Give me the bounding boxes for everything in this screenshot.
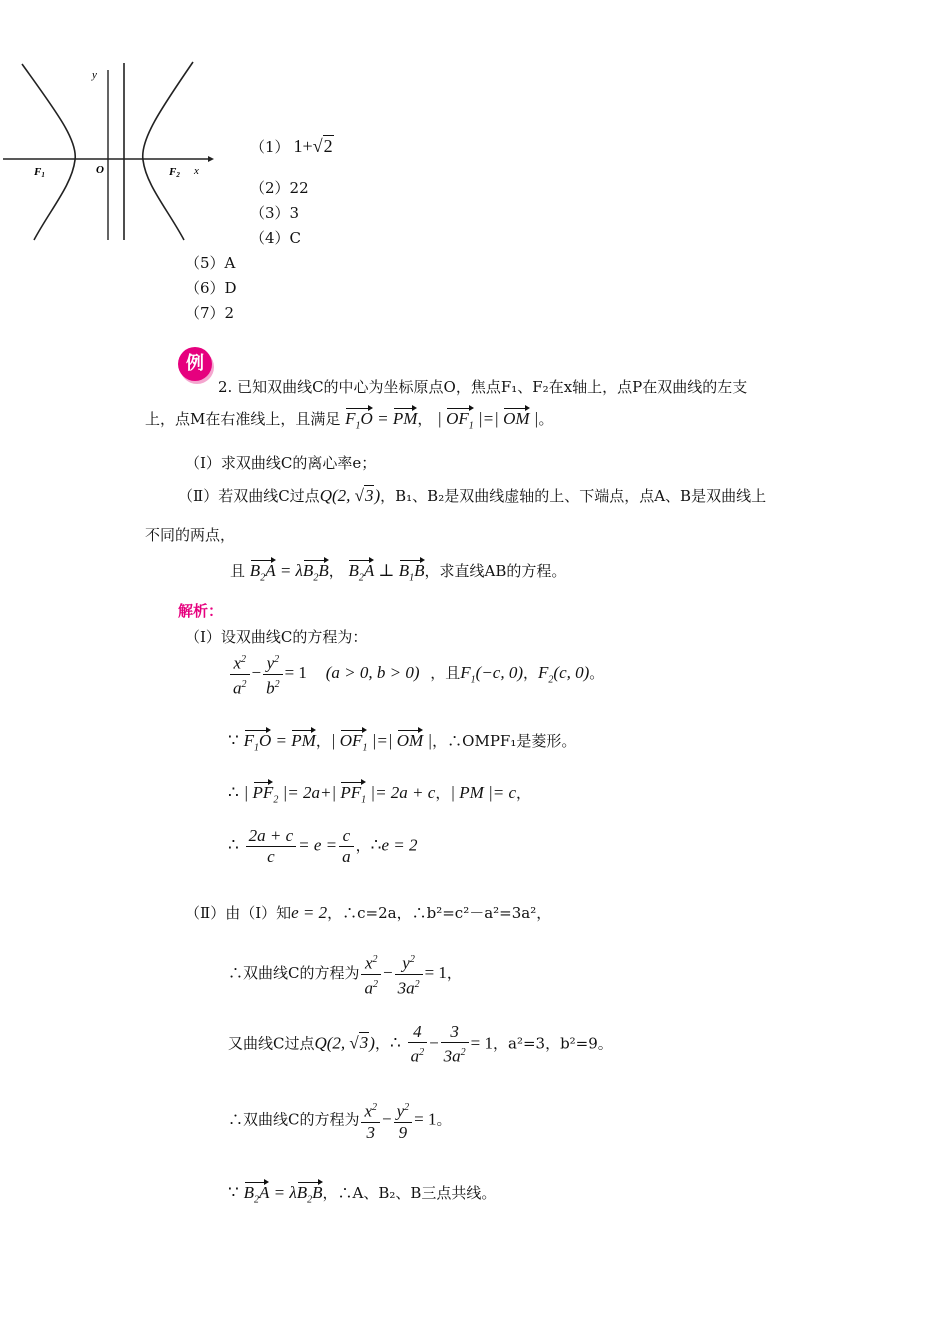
x-axis-arrow-icon (208, 156, 214, 162)
answer-value: 2 (224, 304, 235, 322)
example-part2-cont: 不同的两点， (145, 526, 236, 544)
solution-s4: ∴ $\frac{2a + c}{c}$ = e = $\frac{c}{a}$ ，∴e = 2 (228, 826, 418, 866)
origin-label: O (96, 164, 104, 176)
text: ，B₁、B₂是双曲线虚轴的上、下端点，点A、B是双曲线上 (380, 487, 767, 505)
answer-5 (185, 252, 235, 273)
solution-s5: （Ⅱ）由（Ⅰ）知e = 2，∴c=2a，∴b²=c²－a²=3a²， (185, 903, 552, 922)
answer-num: （5） (185, 254, 225, 272)
text: ，且 (430, 664, 461, 683)
text: （Ⅱ）由（Ⅰ）知 (185, 904, 292, 922)
answer-value: A (224, 254, 236, 272)
text: ，∴A、B₂、B三点共线。 (322, 1184, 497, 1202)
answer-value: C (289, 229, 302, 247)
right-branch-curve (143, 62, 193, 240)
solution-label: 解析： (178, 602, 224, 620)
solution-s1-eq: $\frac{x^2}{a^2}$ − $\frac{y^2}{b^2}$ = 1 (a > 0, b > 0) ，且$F_1(-c$, 0)，$F_2(c$, 0)。 (228, 650, 604, 698)
answer-num: （4） (250, 229, 290, 247)
answer-2 (250, 177, 309, 198)
focus-f1-label: F1 (34, 166, 45, 179)
solution-s7: 又曲线C过点Q(2, √3)，∴ $\frac{4}{a^2}$ − $\frac{3}{3a^2}$ = 1，a²=3，b²=9。 (228, 1022, 613, 1066)
text: ，∴OMPF₁是菱形。 (432, 732, 577, 750)
text: ，∴c=2a，∴b²=c²－a²=3a²， (327, 904, 552, 922)
left-branch-curve (22, 64, 75, 240)
answer-value: 1+√2 (293, 136, 333, 156)
text: ∴双曲线C的方程为 (228, 1110, 360, 1129)
example-badge-icon: 例 (178, 347, 212, 381)
hyperbola-figure (0, 60, 215, 245)
answer-6 (185, 277, 237, 298)
answer-3 (250, 202, 299, 223)
answer-1 (250, 136, 334, 157)
solution-s6: ∴双曲线C的方程为 $\frac{x^2}{a^2}$ − $\frac{y^2}{3a^2}$ = 1， (228, 950, 462, 998)
answer-4 (250, 227, 301, 248)
answer-num: （6） (185, 279, 225, 297)
solution-s9: ∵ $B_2A = \lambda B_2B$，∴A、B₂、B三点共线。 (228, 1180, 496, 1205)
example-line1: 2. 已知双曲线C的中心为坐标原点O，焦点F₁、F₂在x轴上，点P在双曲线的左支 (218, 378, 748, 396)
solution-s1: （Ⅰ）设双曲线C的方程为： (185, 628, 368, 646)
text: （Ⅱ）若双曲线C过点 (178, 487, 320, 505)
text: ，a²=3，b²=9。 (493, 1034, 613, 1053)
eq-condition: (a > 0, b > 0) (325, 663, 420, 683)
answer-num: （7） (185, 304, 225, 322)
text: 上，点M在右准线上，且满足 (145, 410, 341, 428)
example-condition: 且 $B_2A = \lambda B_2B$， $B_2A$ ⊥ $B_1B$，求直线AB的方程。 (230, 558, 566, 583)
example-part1: （Ⅰ）求双曲线C的离心率e； (185, 454, 377, 472)
y-axis-label: y (92, 69, 97, 81)
text: ，求直线AB的方程。 (424, 562, 567, 580)
text: 。 (538, 410, 554, 428)
text: 且 (230, 562, 246, 580)
answer-value: 3 (289, 204, 300, 222)
text: 又曲线C过点 (228, 1034, 315, 1053)
answer-value: 22 (289, 179, 309, 197)
solution-s8: ∴双曲线C的方程为 $\frac{x^2}{3}$ − $\frac{y^2}{9}$ = 1。 (228, 1098, 452, 1143)
text: ∴双曲线C的方程为 (228, 964, 360, 983)
answer-7 (185, 302, 234, 323)
x-axis-label: x (194, 165, 199, 177)
answer-num: （1） (250, 138, 290, 156)
solution-s3: ∴ | $PF_2$ |= 2a+| $PF_1$ |= 2a + c，| PM |= c， (228, 780, 531, 805)
answer-num: （2） (250, 179, 290, 197)
example-line2: 上，点M在右准线上，且满足 $F_1O$ = PM， | $OF_1$ |=| OM |。 (145, 406, 553, 431)
example-part2: （Ⅱ）若双曲线C过点Q(2, √3)，B₁、B₂是双曲线虚轴的上、下端点，点A、B是双曲线上 (178, 486, 767, 505)
answer-num: （3） (250, 204, 290, 222)
focus-f2-label: F2 (169, 166, 180, 179)
solution-s2: ∵ $F_1O$ = PM，| $OF_1$ |=| OM |，∴OMPF₁是菱形。 (228, 728, 576, 753)
answer-value: D (224, 279, 237, 297)
